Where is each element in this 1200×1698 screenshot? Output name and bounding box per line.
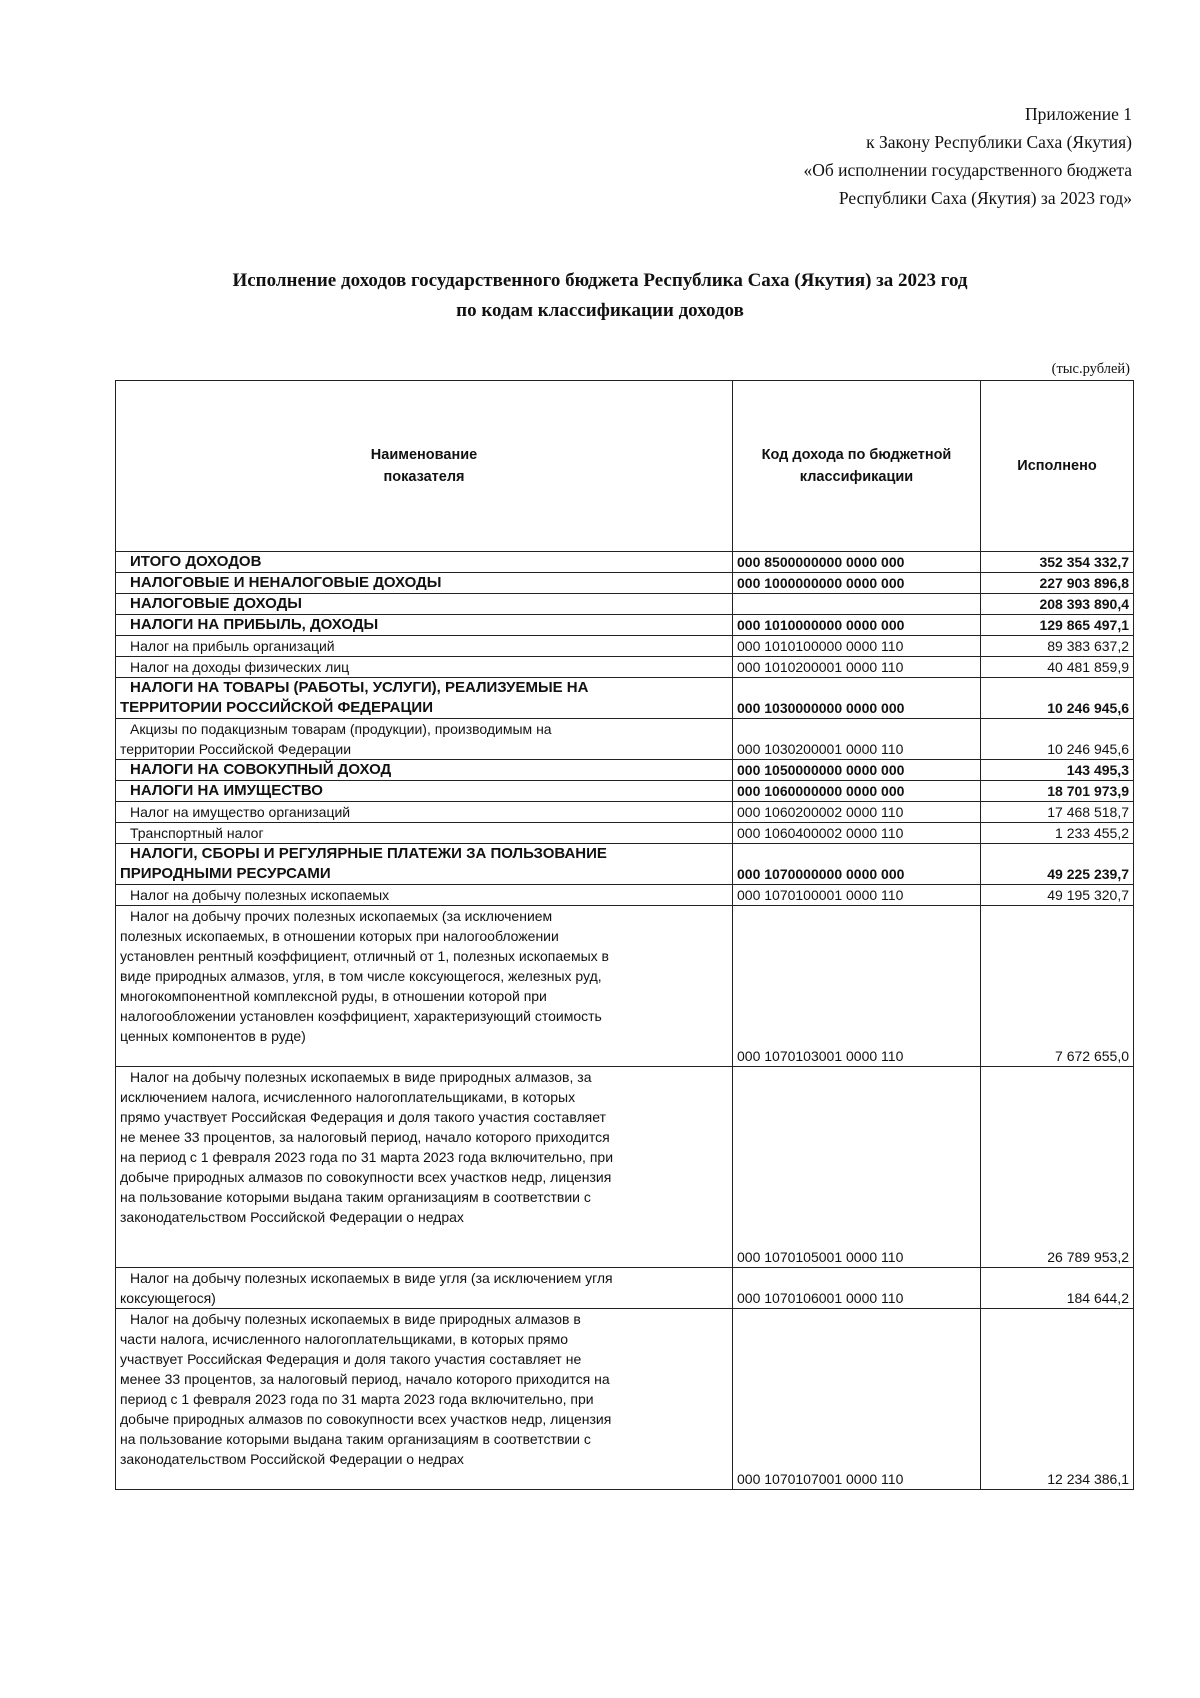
table-row xyxy=(116,657,1134,678)
row-code: 000 1070000000 0000 000 xyxy=(733,844,981,885)
row-name: Налог на добычу полезных ископаемых в виде природных алмазов в части налога, исчисленного налогоплательщиками, в которых прямо участвует Российская Федерация и доля такого участия составляет не менее 33 процентов, за налоговый период, начало которого приходится на период с 1 февраля 2023 года по 31 марта 2023 года включительно, при добыче природных алмазов по совокупности всех участков недр, лицензия на пользование которыми выдана таким организациям в соответствии с законодательством Российской Федерации о недрах xyxy=(116,1309,733,1490)
title-line-2: по кодам классификации доходов xyxy=(456,300,744,321)
row-executed: 40 481 859,9 xyxy=(981,657,1134,678)
row-code: 000 1070106001 0000 110 xyxy=(733,1268,981,1309)
table-row xyxy=(116,615,1134,636)
table-row xyxy=(116,1268,1134,1309)
row-name: Транспортный налог xyxy=(116,823,733,844)
row-name: ИТОГО ДОХОДОВ xyxy=(116,552,733,573)
row-executed: 17 468 518,7 xyxy=(981,802,1134,823)
row-executed: 1 233 455,2 xyxy=(981,823,1134,844)
table-row xyxy=(116,678,1134,719)
row-code: 000 1060200002 0000 110 xyxy=(733,802,981,823)
row-code: 000 1010200001 0000 110 xyxy=(733,657,981,678)
row-code: 000 1070107001 0000 110 xyxy=(733,1309,981,1490)
table-row xyxy=(116,781,1134,802)
row-executed: 129 865 497,1 xyxy=(981,615,1134,636)
row-name: НАЛОГИ НА ИМУЩЕСТВО xyxy=(116,781,733,802)
row-code: 000 1060000000 0000 000 xyxy=(733,781,981,802)
row-executed: 26 789 953,2 xyxy=(981,1067,1134,1268)
row-executed: 18 701 973,9 xyxy=(981,781,1134,802)
table-body xyxy=(116,552,1134,1490)
table-row xyxy=(116,844,1134,885)
header-name: Наименование показателя xyxy=(116,381,733,552)
row-code xyxy=(733,594,981,615)
row-name: НАЛОГИ НА СОВОКУПНЫЙ ДОХОД xyxy=(116,760,733,781)
table-row xyxy=(116,573,1134,594)
row-name: Налог на доходы физических лиц xyxy=(116,657,733,678)
row-code: 000 1050000000 0000 000 xyxy=(733,760,981,781)
row-code: 000 1000000000 0000 000 xyxy=(733,573,981,594)
row-executed: 7 672 655,0 xyxy=(981,906,1134,1067)
table-row xyxy=(116,636,1134,657)
row-code: 000 8500000000 0000 000 xyxy=(733,552,981,573)
table-row xyxy=(116,760,1134,781)
title-line-1: Исполнение доходов государственного бюджета Республика Саха (Якутия) за 2023 год xyxy=(232,270,968,291)
row-name: НАЛОГИ, СБОРЫ И РЕГУЛЯРНЫЕ ПЛАТЕЖИ ЗА ПОЛЬЗОВАНИЕ ПРИРОДНЫМИ РЕСУРСАМИ xyxy=(116,844,733,885)
row-executed: 10 246 945,6 xyxy=(981,678,1134,719)
row-executed: 10 246 945,6 xyxy=(981,719,1134,760)
units-note: (тыс.рублей) xyxy=(1051,361,1130,377)
row-name: НАЛОГОВЫЕ И НЕНАЛОГОВЫЕ ДОХОДЫ xyxy=(116,573,733,594)
appendix-heading xyxy=(804,100,1133,212)
row-code: 000 1070103001 0000 110 xyxy=(733,906,981,1067)
appendix-line-2: к Закону Республики Саха (Якутия) xyxy=(866,132,1132,152)
header-code: Код дохода по бюджетной классификации xyxy=(733,381,981,552)
row-code: 000 1070105001 0000 110 xyxy=(733,1067,981,1268)
row-executed: 49 225 239,7 xyxy=(981,844,1134,885)
revenue-table xyxy=(115,380,1134,1490)
row-executed: 49 195 320,7 xyxy=(981,885,1134,906)
row-name: Налог на имущество организаций xyxy=(116,802,733,823)
appendix-line-3: «Об исполнении государственного бюджета xyxy=(803,160,1132,180)
row-code: 000 1030000000 0000 000 xyxy=(733,678,981,719)
row-executed: 12 234 386,1 xyxy=(981,1309,1134,1490)
row-name: Налог на добычу полезных ископаемых в виде природных алмазов, за исключением налога, исчисленного налогоплательщиками, в которых прямо участвует Российская Федерация и доля такого участия составляет не менее 33 процентов, за налоговый период, начало которого приходится на период с 1 февраля 2023 года по 31 марта 2023 года включительно, при добыче природных алмазов по совокупности всех участков недр, лицензия на пользование которыми выдана таким организациям в соответствии с законодательством Российской Федерации о недрах xyxy=(116,1067,733,1268)
row-code: 000 1010100000 0000 110 xyxy=(733,636,981,657)
table-row xyxy=(116,823,1134,844)
document-title xyxy=(0,266,1200,326)
row-code: 000 1010000000 0000 000 xyxy=(733,615,981,636)
table-row xyxy=(116,1309,1134,1490)
row-name: Налог на прибыль организаций xyxy=(116,636,733,657)
row-executed: 208 393 890,4 xyxy=(981,594,1134,615)
row-code: 000 1060400002 0000 110 xyxy=(733,823,981,844)
table-row xyxy=(116,1067,1134,1268)
appendix-line-1: Приложение 1 xyxy=(1024,104,1132,124)
row-executed: 227 903 896,8 xyxy=(981,573,1134,594)
row-executed: 143 495,3 xyxy=(981,760,1134,781)
row-executed: 352 354 332,7 xyxy=(981,552,1134,573)
row-executed: 184 644,2 xyxy=(981,1268,1134,1309)
table-row xyxy=(116,906,1134,1067)
table-row xyxy=(116,552,1134,573)
row-name: Акцизы по подакцизным товарам (продукции), производимым на территории Российской Федерации xyxy=(116,719,733,760)
row-name: НАЛОГИ НА ПРИБЫЛЬ, ДОХОДЫ xyxy=(116,615,733,636)
row-name: НАЛОГОВЫЕ ДОХОДЫ xyxy=(116,594,733,615)
table-row xyxy=(116,885,1134,906)
header-executed: Исполнено xyxy=(981,381,1134,552)
table-row xyxy=(116,719,1134,760)
row-executed: 89 383 637,2 xyxy=(981,636,1134,657)
row-name: Налог на добычу полезных ископаемых в виде угля (за исключением угля коксующегося) xyxy=(116,1268,733,1309)
table-header-row xyxy=(116,381,1134,552)
row-code: 000 1070100001 0000 110 xyxy=(733,885,981,906)
table-row xyxy=(116,594,1134,615)
row-name: Налог на добычу прочих полезных ископаемых (за исключением полезных ископаемых, в отношении которых при налогообложении установлен рентный коэффициент, отличный от 1, полезных ископаемых в виде природных алмазов, угля, в том числе коксующегося, железных руд, многокомпонентной комплексной руды, в отношении которой при налогообложении установлен коэффициент, характеризующий стоимость ценных компонентов в руде) xyxy=(116,906,733,1067)
appendix-line-4: Республики Саха (Якутия) за 2023 год» xyxy=(838,188,1132,208)
row-code: 000 1030200001 0000 110 xyxy=(733,719,981,760)
row-name: Налог на добычу полезных ископаемых xyxy=(116,885,733,906)
table-row xyxy=(116,802,1134,823)
row-name: НАЛОГИ НА ТОВАРЫ (РАБОТЫ, УСЛУГИ), РЕАЛИЗУЕМЫЕ НА ТЕРРИТОРИИ РОССИЙСКОЙ ФЕДЕРАЦИИ xyxy=(116,678,733,719)
